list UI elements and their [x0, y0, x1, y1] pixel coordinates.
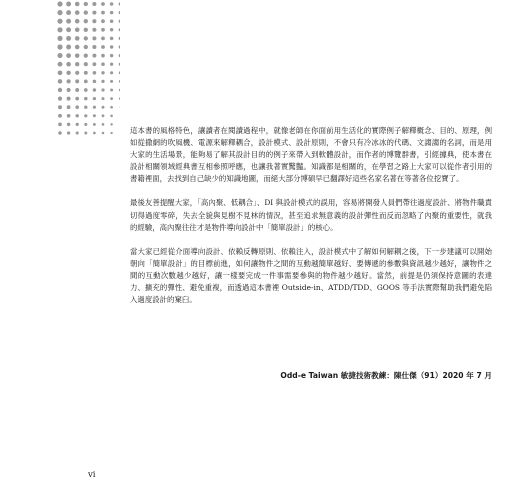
decorative-dot — [66, 36, 71, 41]
decorative-dot — [102, 132, 105, 135]
decorative-dot — [110, 71, 113, 74]
decorative-dot — [101, 80, 104, 83]
decorative-dot — [119, 20, 120, 23]
decorative-dot — [66, 19, 71, 24]
decorative-dot — [75, 105, 79, 109]
decorative-dot — [66, 2, 71, 7]
decorative-dot — [84, 36, 88, 40]
decorative-dot — [93, 114, 96, 117]
decorative-dot — [84, 2, 88, 6]
paragraph-1: 這本書的風格特色，讓讀者在閱讀過程中，就像老師在你面前用生活化的實際例子解釋概念、目的、原理，例如從撒網的吹風機、電源來解釋耦合，設計模式、設計原則，不會只有冷冰冰的代碼、文謅謅的名詞，而是用大家的生活場景，能夠易了解其設計目的的例子來帶入到軟體設計，而作者的博覽群書，引經據典，使本書在設計相關領域經典書互相參照呼應，也讓我著實驚豔。知識都是相關的，在學習之路上大家可以從作者引用的書籍裡面，去找到自己缺少的知識地圖，而絕大部分博碩早已翻譯好這些名家名著在等著各位挖寶了。 — [130, 126, 492, 184]
decorative-dot — [102, 114, 105, 117]
decorative-dot — [101, 71, 104, 74]
decorative-dot — [119, 63, 120, 66]
decorative-dot — [110, 11, 113, 14]
signature: Odd-e Taiwan 敏捷技術教練：陳仕傑（91）2020 年 7 月 — [280, 371, 492, 380]
decorative-dot — [84, 71, 88, 75]
decorative-dot — [110, 28, 113, 31]
decorative-dot — [110, 2, 113, 5]
decorative-dot — [75, 10, 80, 15]
decorative-dot — [75, 53, 80, 58]
decorative-dot — [93, 88, 96, 91]
decorative-dot — [58, 62, 63, 67]
decorative-dot — [75, 19, 80, 24]
decorative-dot — [75, 79, 79, 83]
decorative-dot — [75, 45, 80, 50]
decorative-dot — [84, 62, 88, 66]
decorative-dot — [93, 97, 96, 100]
decorative-dot — [58, 105, 62, 109]
decorative-dot — [84, 53, 88, 57]
decorative-dot — [58, 88, 62, 92]
decorative-dot — [119, 89, 120, 92]
decorative-dot — [57, 53, 62, 58]
decorative-dot — [75, 97, 79, 101]
decorative-dot — [84, 88, 88, 92]
decorative-dot — [75, 2, 80, 7]
decorative-dot — [119, 2, 120, 5]
decorative-dot — [75, 62, 79, 66]
decorative-dot — [119, 11, 120, 14]
decorative-dot — [119, 37, 120, 40]
decorative-dot — [110, 37, 113, 40]
decorative-dot — [101, 88, 104, 91]
decorative-dot — [101, 19, 105, 23]
decorative-dot — [93, 132, 96, 135]
decorative-dot — [66, 45, 71, 50]
decorative-dot — [101, 37, 105, 41]
decorative-dot — [58, 70, 63, 75]
decorative-dot — [67, 105, 71, 109]
decorative-dot — [75, 71, 79, 75]
paragraph-2: 最後友善提醒大家，「高內聚、低耦合」、DI 與設計模式的誤用，容易將開發人員們帶往過度設計、將物件職責切得過度零碎，失去全貌與見樹不見林的情況，甚至追求無意義的設計彈性而反而忽略了內聚的重要性，就我的經驗，高內聚往往才是物件導向設計中「簡單設計」的核心。 — [130, 198, 492, 232]
decorative-dot — [110, 54, 113, 57]
decorative-dot — [92, 36, 96, 40]
decorative-dot — [92, 54, 96, 58]
decorative-dot — [119, 97, 120, 100]
decorative-dot — [92, 2, 96, 6]
decorative-dot — [66, 79, 70, 83]
decorative-dot — [102, 123, 105, 126]
decorative-dot — [110, 132, 112, 134]
decorative-dot — [66, 53, 71, 58]
decorative-dot — [110, 106, 113, 109]
decorative-dot — [66, 27, 71, 32]
decorative-dot — [57, 19, 62, 24]
decorative-dot — [110, 45, 113, 48]
decorative-dot — [110, 97, 113, 100]
decorative-dot — [75, 36, 80, 41]
decorative-dot — [75, 27, 80, 32]
decorative-dot — [92, 45, 96, 49]
decorative-dot — [110, 89, 113, 92]
decorative-dot — [84, 106, 87, 109]
decorative-dot — [67, 123, 70, 126]
decorative-dot — [57, 1, 62, 6]
decorative-dot — [119, 28, 120, 31]
decorative-dot — [119, 54, 120, 57]
decorative-dot — [110, 19, 113, 22]
decorative-dot — [84, 132, 87, 135]
decorative-dot — [101, 28, 105, 32]
decorative-dot — [67, 88, 71, 92]
decorative-dot — [84, 97, 88, 101]
decorative-dot — [102, 106, 105, 109]
decorative-dot — [101, 2, 105, 6]
decorative-dot — [75, 114, 78, 117]
decorative-dot — [84, 80, 88, 84]
decorative-dot-pattern — [0, 0, 120, 140]
decorative-dot — [84, 45, 88, 49]
decorative-dot — [110, 80, 113, 83]
decorative-dot — [119, 45, 120, 48]
decorative-dot — [93, 106, 96, 109]
decorative-dot — [93, 123, 96, 126]
paragraph-3: 當大家已經從介面導向設計、依賴反轉原則、依賴注入，設計模式中了解如何解耦之後，下一步建議可以開始朝向「簡單設計」的目標前進，如何讓物件之間的互動越簡單越好、要傳遞的參數與資訊越少越好，讓物件之間的互動次數越少越好，讓一樣要完成一件事需要參與的物件越少越好。當然，前提是仍須保持意圖的表達力、擴充的彈性、避免重複，而透過這本書裡 Outside-in、ATDD/TDD、GOOS 等手法實際幫助我們避免陷入過度設計的窠臼。 — [130, 246, 492, 305]
decorative-dot — [119, 71, 120, 74]
decorative-dot — [57, 44, 62, 49]
decorative-dot — [66, 62, 71, 67]
decorative-dot — [119, 80, 120, 83]
decorative-dot — [92, 11, 96, 15]
decorative-dot — [58, 97, 62, 101]
decorative-dot — [84, 28, 88, 32]
decorative-dot — [57, 27, 62, 32]
decorative-dot — [93, 80, 97, 84]
decorative-dot — [67, 131, 70, 134]
page-number: vi — [88, 470, 96, 480]
decorative-dot — [75, 88, 79, 92]
decorative-dot — [93, 71, 97, 75]
decorative-dot — [92, 28, 96, 32]
decorative-dot — [58, 131, 62, 135]
preface-body — [130, 125, 492, 318]
decorative-dot — [84, 114, 87, 117]
decorative-dot — [58, 123, 62, 127]
decorative-dot — [57, 10, 62, 15]
decorative-dot — [84, 123, 87, 126]
decorative-dot — [76, 131, 79, 134]
decorative-dot — [110, 63, 113, 66]
decorative-dot — [58, 79, 63, 84]
decorative-dot — [76, 123, 79, 126]
decorative-dot — [92, 62, 96, 66]
decorative-dot — [66, 71, 70, 75]
decorative-dot — [57, 36, 62, 41]
decorative-dot — [67, 114, 71, 118]
decorative-dot — [101, 62, 105, 66]
decorative-dot — [66, 10, 71, 15]
decorative-dot — [101, 97, 104, 100]
decorative-dot — [84, 19, 88, 23]
decorative-dot — [101, 54, 105, 58]
decorative-dot — [84, 10, 88, 14]
decorative-dot — [58, 114, 62, 118]
decorative-dot — [67, 97, 71, 101]
decorative-dot — [110, 115, 113, 118]
decorative-dot — [101, 11, 105, 15]
decorative-dot — [101, 45, 105, 49]
decorative-dot — [92, 19, 96, 23]
decorative-dot — [110, 123, 112, 125]
